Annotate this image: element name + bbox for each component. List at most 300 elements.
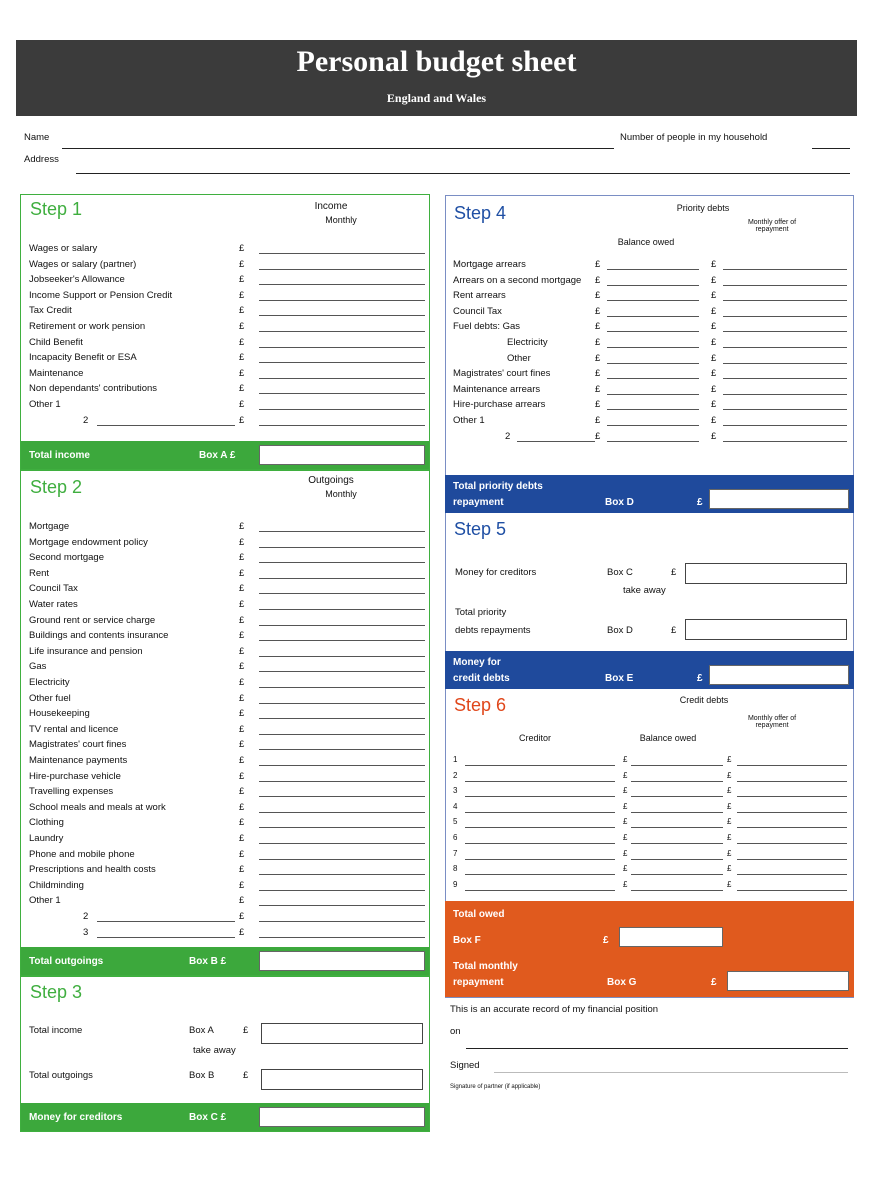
step2-row-label: School meals and meals at work — [29, 801, 166, 813]
step5-row2-label-1: Total priority — [455, 607, 507, 618]
step4-row-pound: £ — [711, 352, 717, 364]
step2-row-amount-line[interactable] — [259, 547, 425, 548]
step2-row-amount-line[interactable] — [259, 812, 425, 813]
step6-total-owed-box: Box F — [453, 935, 481, 946]
name-field[interactable] — [62, 148, 614, 149]
step1-row-pound: £ — [239, 305, 245, 317]
step1-row — [21, 413, 429, 428]
step6-row-pound: £ — [623, 817, 628, 827]
step2-row-amount-line[interactable] — [259, 765, 425, 766]
step4-row-pound: £ — [595, 290, 601, 302]
step2-box-label: Box B £ — [189, 956, 227, 967]
step1-row-amount-line[interactable] — [259, 331, 425, 332]
step1-box-label: Box A £ — [199, 450, 236, 461]
step6-row-pound: £ — [623, 755, 628, 764]
step2-row — [21, 644, 429, 659]
step6-col-header: Credit debts — [679, 695, 729, 705]
step6-row-pound: £ — [727, 879, 732, 889]
step1-row-label: Wages or salary — [29, 243, 98, 254]
step2-row-amount-line[interactable] — [259, 718, 425, 719]
step2-row-label: 2 — [83, 911, 89, 922]
step1-row-amount-line[interactable] — [259, 253, 425, 254]
step2-row-amount-line[interactable] — [259, 937, 425, 938]
step3-total-outgoings-field[interactable] — [261, 1069, 423, 1090]
step4-row-balance-line[interactable] — [607, 378, 699, 379]
step6-col-balance: Balance owed — [639, 733, 697, 743]
step6-row-offer-line[interactable] — [737, 890, 847, 891]
step2-row — [21, 581, 429, 596]
step6-row-pound: £ — [623, 770, 628, 780]
step4-row-pound: £ — [711, 399, 717, 411]
step6-row-offer-line[interactable] — [737, 781, 847, 782]
step4-box-label: Box D — [605, 497, 634, 508]
step1-row-label: Maintenance — [29, 367, 84, 379]
step4-row-balance-line[interactable] — [607, 347, 699, 348]
step4-title: Step 4 — [454, 203, 507, 223]
step2-row-name-line[interactable] — [97, 921, 235, 922]
step4-row-name-line[interactable] — [517, 441, 595, 442]
step6-row-offer-line[interactable] — [737, 874, 847, 875]
step1-row-amount-line[interactable] — [259, 378, 425, 379]
step2-row-label: Council Tax — [29, 583, 78, 595]
step3-take-away: take away — [193, 1045, 236, 1056]
step6-row-pound: £ — [727, 801, 732, 811]
step4-row-pound: £ — [711, 321, 717, 333]
step2-row-amount-line[interactable] — [259, 640, 425, 641]
step4-row-offer-line[interactable] — [723, 331, 847, 332]
step6-row-number: 8 — [453, 864, 458, 874]
step4-row-pound: £ — [711, 368, 717, 380]
step2-row-pound: £ — [239, 536, 245, 548]
step5-row1-box: Box C — [607, 567, 633, 578]
step2-row — [21, 628, 429, 643]
step4-row — [445, 366, 854, 381]
step6-row-number: 2 — [453, 770, 458, 780]
step4-rows — [445, 257, 854, 467]
step2-row-amount-line[interactable] — [259, 796, 425, 797]
step6-row-pound: £ — [727, 770, 732, 780]
step4-row-pound: £ — [711, 430, 717, 442]
step2-row-amount-line[interactable] — [259, 703, 425, 704]
step2-row-amount-line[interactable] — [259, 890, 425, 891]
step4-row-label: Maintenance arrears — [453, 383, 541, 395]
step2-row-pound: £ — [239, 817, 245, 829]
step2-row-pound: £ — [239, 677, 245, 688]
step2-row — [21, 535, 429, 550]
step6-row — [445, 831, 854, 846]
step4-row — [445, 397, 854, 412]
step4-box-pound: £ — [697, 497, 703, 508]
step1-row-amount-line[interactable] — [259, 269, 425, 270]
step1-row-pound: £ — [239, 336, 245, 348]
step1-row-amount-line[interactable] — [259, 315, 425, 316]
step4-row-label: Mortgage arrears — [453, 259, 526, 270]
step2-row-amount-line[interactable] — [259, 874, 425, 875]
step2-row — [21, 800, 429, 815]
box-c-field[interactable] — [259, 1107, 425, 1127]
step2-row-pound: £ — [239, 708, 245, 720]
step2-row-amount-line[interactable] — [259, 609, 425, 610]
step2-row-amount-line[interactable] — [259, 781, 425, 782]
step2-row-amount-line[interactable] — [259, 843, 425, 844]
step4-row-pound: £ — [711, 415, 717, 426]
step6-row-offer-line[interactable] — [737, 796, 847, 797]
step4-panel — [445, 195, 854, 508]
step2-row-pound: £ — [239, 864, 245, 876]
step2-row-label: Life insurance and pension — [29, 645, 143, 657]
step4-row-offer-line[interactable] — [723, 347, 847, 348]
step1-row-label: Other 1 — [29, 399, 61, 410]
step2-row-amount-line[interactable] — [259, 687, 425, 688]
step4-row — [445, 319, 854, 334]
step2-row-pound: £ — [239, 567, 245, 579]
step1-panel — [20, 194, 430, 470]
step4-row-label: Electricity — [507, 337, 548, 348]
step2-row-amount-line[interactable] — [259, 905, 425, 906]
step2-row-label: Clothing — [29, 817, 64, 829]
step6-row-balance-line[interactable] — [631, 827, 723, 828]
step1-total-label: Total income — [29, 450, 90, 461]
step6-row-creditor-line[interactable] — [465, 781, 615, 782]
step1-row — [21, 272, 429, 287]
step6-row-pound: £ — [727, 786, 732, 796]
step6-row-balance-line[interactable] — [631, 843, 723, 844]
step2-row-pound: £ — [239, 630, 245, 642]
step1-row-pound: £ — [239, 352, 245, 364]
step2-row-label: Phone and mobile phone — [29, 848, 135, 860]
step2-total-label: Total outgoings — [29, 956, 104, 967]
step1-row-amount-line[interactable] — [259, 393, 425, 394]
step4-row-balance-line[interactable] — [607, 409, 699, 410]
step2-row-amount-line[interactable] — [259, 749, 425, 750]
step6-row-creditor-line[interactable] — [465, 859, 615, 860]
step2-row-pound: £ — [239, 755, 245, 766]
step4-row-offer-line[interactable] — [723, 285, 847, 286]
step2-row — [21, 925, 429, 940]
step4-row-label: Other — [507, 352, 531, 364]
step1-row — [21, 319, 429, 334]
date-field[interactable] — [466, 1048, 848, 1049]
step4-row-balance-line[interactable] — [607, 316, 699, 317]
step2-row-label: Rent — [29, 567, 50, 579]
step6-total-bar — [445, 901, 854, 997]
step1-row — [21, 257, 429, 272]
step5-row1-label: Money for creditors — [455, 567, 537, 578]
step4-row-offer-line[interactable] — [723, 269, 847, 270]
step4-row-offer-line[interactable] — [723, 363, 847, 364]
step1-row-label: Wages or salary (partner) — [29, 258, 137, 270]
step4-row-balance-line[interactable] — [607, 363, 699, 364]
step1-total-bar — [21, 441, 429, 469]
step6-row-number: 1 — [453, 755, 458, 764]
step4-row-balance-line[interactable] — [607, 285, 699, 286]
step4-row-pound: £ — [711, 383, 717, 395]
step4-row-offer-line[interactable] — [723, 300, 847, 301]
step2-row — [21, 706, 429, 721]
step4-row-offer-line[interactable] — [723, 425, 847, 426]
step2-row-amount-line[interactable] — [259, 578, 425, 579]
step4-row-pound: £ — [711, 259, 717, 270]
box-f-field[interactable] — [619, 927, 723, 947]
step5-box-label: Box E — [605, 673, 634, 684]
step2-row — [21, 550, 429, 565]
step6-row-creditor-line[interactable] — [465, 890, 615, 891]
step2-row-label: Other 1 — [29, 895, 61, 907]
step4-row — [445, 273, 854, 288]
step1-row-amount-line[interactable] — [259, 362, 425, 363]
signed-label: Signed — [450, 1060, 480, 1071]
step4-row-pound: £ — [595, 368, 601, 380]
step2-row-label: Other fuel — [29, 692, 71, 704]
step6-row-balance-line[interactable] — [631, 765, 723, 766]
step2-row — [21, 831, 429, 846]
step2-row — [21, 597, 429, 612]
step6-total-monthly-label-1: Total monthly — [453, 961, 518, 972]
step2-row-label: Second mortgage — [29, 552, 104, 564]
step4-row-pound: £ — [711, 337, 717, 348]
step3-total-label: Money for creditors — [29, 1112, 123, 1123]
step1-row-amount-line[interactable] — [259, 347, 425, 348]
step6-row-balance-line[interactable] — [631, 796, 723, 797]
step6-row-pound: £ — [727, 817, 732, 827]
step2-row-pound: £ — [239, 614, 245, 626]
step2-row-label: Laundry — [29, 833, 64, 844]
step6-row-pound: £ — [727, 848, 732, 858]
step3-row2-box: Box B — [189, 1070, 215, 1081]
step6-row-pound: £ — [727, 864, 732, 874]
step6-row-number: 6 — [453, 833, 458, 842]
step4-row-pound: £ — [595, 383, 601, 395]
step5-priority-repayments-field[interactable] — [685, 619, 847, 640]
step2-row-label: Travelling expenses — [29, 786, 114, 798]
box-g-field[interactable] — [727, 971, 849, 991]
step1-row-pound: £ — [239, 258, 245, 270]
step4-row — [445, 257, 854, 272]
step6-row-number: 9 — [453, 879, 458, 889]
step1-row-amount-line[interactable] — [259, 300, 425, 301]
step6-row-creditor-line[interactable] — [465, 796, 615, 797]
step6-row-creditor-line[interactable] — [465, 843, 615, 844]
step4-col-header: Priority debts — [676, 203, 730, 213]
step6-row-pound: £ — [727, 755, 732, 764]
step1-row-pound: £ — [239, 399, 245, 410]
step1-row-label: Tax Credit — [29, 305, 72, 317]
step4-row-label: Fuel debts: Gas — [453, 321, 521, 333]
step2-row-amount-line[interactable] — [259, 625, 425, 626]
step5-money-for-creditors-field[interactable] — [685, 563, 847, 584]
step3-panel — [20, 976, 430, 1132]
step1-row-label: Retirement or work pension — [29, 321, 146, 332]
step6-row-creditor-line[interactable] — [465, 874, 615, 875]
step1-row-pound: £ — [239, 289, 245, 301]
step2-row — [21, 753, 429, 768]
step6-row-number: 5 — [453, 817, 458, 827]
step2-row-label: Ground rent or service charge — [29, 614, 156, 626]
step6-row-offer-line[interactable] — [737, 827, 847, 828]
step4-row-label: Rent arrears — [453, 290, 506, 302]
step5-title: Step 5 — [454, 519, 507, 539]
step4-row-pound: £ — [595, 415, 601, 426]
step2-row-label: TV rental and licence — [29, 723, 119, 735]
signature-field[interactable] — [494, 1072, 848, 1073]
step4-row-balance-line[interactable] — [607, 441, 699, 442]
step2-row-amount-line[interactable] — [259, 531, 425, 532]
step1-row — [21, 241, 429, 256]
step1-row-label: 2 — [83, 414, 89, 426]
step1-row — [21, 350, 429, 365]
step2-row — [21, 737, 429, 752]
step1-row — [21, 288, 429, 303]
step2-row-pound: £ — [239, 739, 245, 751]
step6-row-creditor-line[interactable] — [465, 812, 615, 813]
step2-row-label: Magistrates' court fines — [29, 739, 127, 751]
step4-row-pound: £ — [595, 337, 601, 348]
step2-row-pound: £ — [239, 692, 245, 704]
step6-row-balance-line[interactable] — [631, 859, 723, 860]
step2-row-amount-line[interactable] — [259, 656, 425, 657]
step2-row-amount-line[interactable] — [259, 921, 425, 922]
step6-total-monthly-pound: £ — [711, 977, 717, 988]
step2-row — [21, 893, 429, 908]
step4-row-label: Council Tax — [453, 305, 502, 317]
step2-row — [21, 566, 429, 581]
step6-row-pound: £ — [623, 833, 628, 842]
step6-row — [445, 847, 854, 862]
step2-row-amount-line[interactable] — [259, 562, 425, 563]
step5-total-label-1: Money for — [453, 657, 501, 668]
step6-row-pound: £ — [623, 848, 628, 858]
household-label: Number of people in my household — [620, 132, 768, 143]
step4-row-balance-line[interactable] — [607, 394, 699, 395]
step6-row — [445, 769, 854, 784]
step4-row-balance-line[interactable] — [607, 300, 699, 301]
step2-row — [21, 769, 429, 784]
step2-row-name-line[interactable] — [97, 937, 235, 938]
step4-row-pound: £ — [595, 321, 601, 333]
step4-row-pound: £ — [595, 259, 601, 270]
on-label: on — [450, 1026, 461, 1037]
step5-row2-box: Box D — [607, 625, 633, 636]
step4-row-offer-line[interactable] — [723, 378, 847, 379]
step2-row — [21, 691, 429, 706]
step4-row-balance-line[interactable] — [607, 269, 699, 270]
step2-panel — [20, 470, 430, 976]
step2-row-amount-line[interactable] — [259, 827, 425, 828]
step2-row-pound: £ — [239, 926, 245, 938]
declaration-text: This is an accurate record of my financial position — [450, 1004, 659, 1015]
step2-row-label: Housekeeping — [29, 708, 90, 720]
step2-row-pound: £ — [239, 833, 245, 844]
step6-total-monthly-box: Box G — [607, 977, 637, 988]
step3-total-bar — [21, 1103, 429, 1131]
step6-row-offer-line[interactable] — [737, 843, 847, 844]
step2-row — [21, 909, 429, 924]
step2-row-amount-line[interactable] — [259, 859, 425, 860]
step2-row — [21, 815, 429, 830]
step3-box-label: Box C £ — [189, 1112, 227, 1123]
step1-rows — [21, 241, 429, 431]
step3-row2-pound: £ — [243, 1070, 249, 1081]
step5-total-bar — [445, 651, 854, 689]
step2-row-amount-line[interactable] — [259, 593, 425, 594]
step4-row-balance-line[interactable] — [607, 425, 699, 426]
step4-row-label: Hire-purchase arrears — [453, 399, 546, 411]
step6-col-offer: Monthly offer of repayment — [747, 715, 797, 729]
step6-total-monthly-label-2: repayment — [453, 977, 504, 988]
step6-row-balance-line[interactable] — [631, 890, 723, 891]
step4-row-pound: £ — [595, 399, 601, 411]
box-b-field[interactable] — [259, 951, 425, 971]
step6-row-offer-line[interactable] — [737, 859, 847, 860]
step5-box-pound: £ — [697, 673, 703, 684]
step2-row-label: Mortgage — [29, 521, 70, 532]
household-field[interactable] — [812, 148, 850, 149]
step6-row — [445, 784, 854, 799]
step4-row — [445, 304, 854, 319]
step2-title: Step 2 — [30, 477, 83, 497]
box-e-field[interactable] — [709, 665, 849, 685]
box-a-field[interactable] — [259, 445, 425, 465]
step1-row-amount-line[interactable] — [259, 409, 425, 410]
step6-row — [445, 862, 854, 877]
box-d-field[interactable] — [709, 489, 849, 509]
step2-row-label: Mortgage endowment policy — [29, 536, 148, 548]
step4-row-offer-line[interactable] — [723, 394, 847, 395]
step2-row-amount-line[interactable] — [259, 734, 425, 735]
step1-row-pound: £ — [239, 243, 245, 254]
step1-row-name-line[interactable] — [97, 425, 235, 426]
step4-total-label-2: repayment — [453, 497, 504, 508]
step2-row-label: Electricity — [29, 677, 70, 688]
step6-row-offer-line[interactable] — [737, 812, 847, 813]
step1-row-amount-line[interactable] — [259, 284, 425, 285]
step6-row-creditor-line[interactable] — [465, 827, 615, 828]
step4-row-offer-line[interactable] — [723, 441, 847, 442]
step2-row-label: 3 — [83, 926, 89, 938]
step6-row-offer-line[interactable] — [737, 765, 847, 766]
step2-row-label: Water rates — [29, 599, 78, 610]
step6-row-balance-line[interactable] — [631, 812, 723, 813]
step4-row-pound: £ — [595, 305, 601, 317]
step1-row-pound: £ — [239, 367, 245, 379]
step2-row-pound: £ — [239, 723, 245, 735]
step2-row-amount-line[interactable] — [259, 671, 425, 672]
step4-row-offer-line[interactable] — [723, 316, 847, 317]
address-field[interactable] — [76, 173, 850, 174]
step1-row — [21, 366, 429, 381]
step4-row — [445, 413, 854, 428]
step4-row-offer-line[interactable] — [723, 409, 847, 410]
step1-row-amount-line[interactable] — [259, 425, 425, 426]
step5-row1-pound: £ — [671, 567, 677, 578]
step6-row-number: 4 — [453, 801, 458, 811]
step2-row-pound: £ — [239, 552, 245, 564]
step3-title: Step 3 — [30, 982, 83, 1002]
step5-total-label-2: credit debts — [453, 673, 510, 684]
step1-row — [21, 303, 429, 318]
step4-col-offer: Monthly offer of repayment — [747, 219, 797, 233]
step6-row-creditor-line[interactable] — [465, 765, 615, 766]
step4-row-label: Other 1 — [453, 415, 485, 426]
step6-rows — [445, 753, 854, 895]
step3-total-income-field[interactable] — [261, 1023, 423, 1044]
step4-row-balance-line[interactable] — [607, 331, 699, 332]
step4-row — [445, 382, 854, 397]
step6-row-balance-line[interactable] — [631, 781, 723, 782]
step2-row-label: Hire-purchase vehicle — [29, 770, 121, 782]
step6-row-balance-line[interactable] — [631, 874, 723, 875]
step6-row-pound: £ — [623, 786, 628, 796]
